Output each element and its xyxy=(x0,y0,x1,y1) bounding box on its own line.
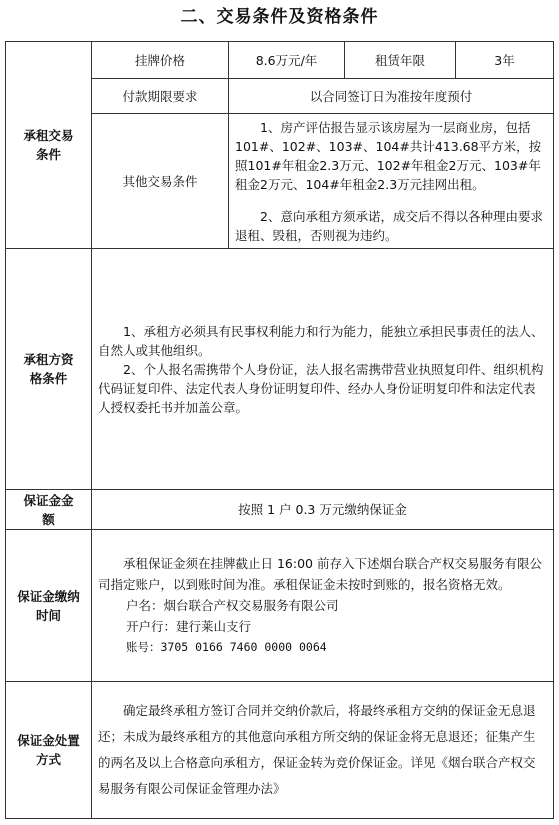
other-terms-para-1: 1、房产评估报告显示该房屋为一层商业房，包括101#、102#、103#、104#共计413.68平方米，按照101#年租金2.3万元、102#年租金2万元、103#年租金2万元、104#年租金2.3万元挂网出租。 xyxy=(235,119,542,192)
deposit-time-row xyxy=(6,530,554,682)
deposit-amount-label: 保证金金额 xyxy=(23,492,74,527)
deposit-time-label-cell xyxy=(6,530,92,682)
deposit-amount-row xyxy=(6,490,554,530)
other-terms-para-2: 2、意向承租方须承诺，成交后不得以各种理由要求退租、毁租，否则视为违约。 xyxy=(235,208,543,243)
price-value: 8.6万元/年 xyxy=(229,42,345,79)
deposit-time-label: 保证金缴纳时间 xyxy=(17,588,80,623)
price-label: 挂牌价格 xyxy=(92,42,229,79)
deposit-disposal-cell xyxy=(92,682,554,819)
qualification-label: 承租方资格条件 xyxy=(23,352,74,386)
conditions-table xyxy=(5,41,554,819)
deposit-time-para: 承租保证金须在挂牌截止日 16:00 前存入下述烟台联合产权交易服务有限公司指定账户，以到账时间为准。承租保证金未按时到账的，报名资格无效。 xyxy=(98,556,542,592)
deposit-disposal-para: 确定最终承租方签订合同并交纳价款后，将最终承租方交纳的保证金无息退还；未成为最终承租方的其他意向承租方所交纳的保证金将无息退还；征集产生的两名及以上合格意向承租方，保证金转为竞价保证金。详见《烟台联合产权交易服务有限公司保证金管理办法》 xyxy=(98,703,536,796)
qualification-para-1: 1、承租方必须具有民事权利能力和行为能力，能独立承担民事责任的法人、自然人或其他组织。 xyxy=(98,323,544,358)
qualification-para-2: 2、个人报名需携带个人身份证，法人报名需携带营业执照复印件、组织机构代码证复印件、法定代表人身份证明复印件、经办人身份证明复印件和法定代表人授权委托书并加盖公章。 xyxy=(98,361,544,415)
lease-terms-label-cell xyxy=(6,42,92,249)
account-number: 账号：3705 0166 7460 0000 0064 xyxy=(126,640,327,654)
deposit-disposal-label-cell xyxy=(6,682,92,819)
qualification-label-cell xyxy=(6,249,92,490)
term-label: 租赁年限 xyxy=(345,42,456,79)
bank-name: 开户行：建行莱山支行 xyxy=(126,619,252,634)
lease-terms-label: 承租交易条件 xyxy=(23,128,74,162)
account-name: 户名：烟台联合产权交易服务有限公司 xyxy=(126,598,339,613)
qualification-cell xyxy=(92,249,554,490)
term-value: 3年 xyxy=(456,42,554,79)
other-terms-label: 其他交易条件 xyxy=(92,114,229,249)
deposit-amount-label-cell xyxy=(6,490,92,530)
deposit-amount-value: 按照 1 户 0.3 万元缴纳保证金 xyxy=(92,490,554,530)
qualification-row xyxy=(6,249,554,490)
payment-label: 付款期限要求 xyxy=(92,79,229,114)
deposit-disposal-label: 保证金处置方式 xyxy=(17,733,80,767)
payment-value: 以合同签订日为准按年度预付 xyxy=(229,79,554,114)
other-terms-cell xyxy=(229,114,554,249)
deposit-disposal-row xyxy=(6,682,554,819)
deposit-time-cell xyxy=(92,530,554,682)
price-row xyxy=(6,42,554,79)
section-title: 二、交易条件及资格条件 xyxy=(180,7,379,27)
